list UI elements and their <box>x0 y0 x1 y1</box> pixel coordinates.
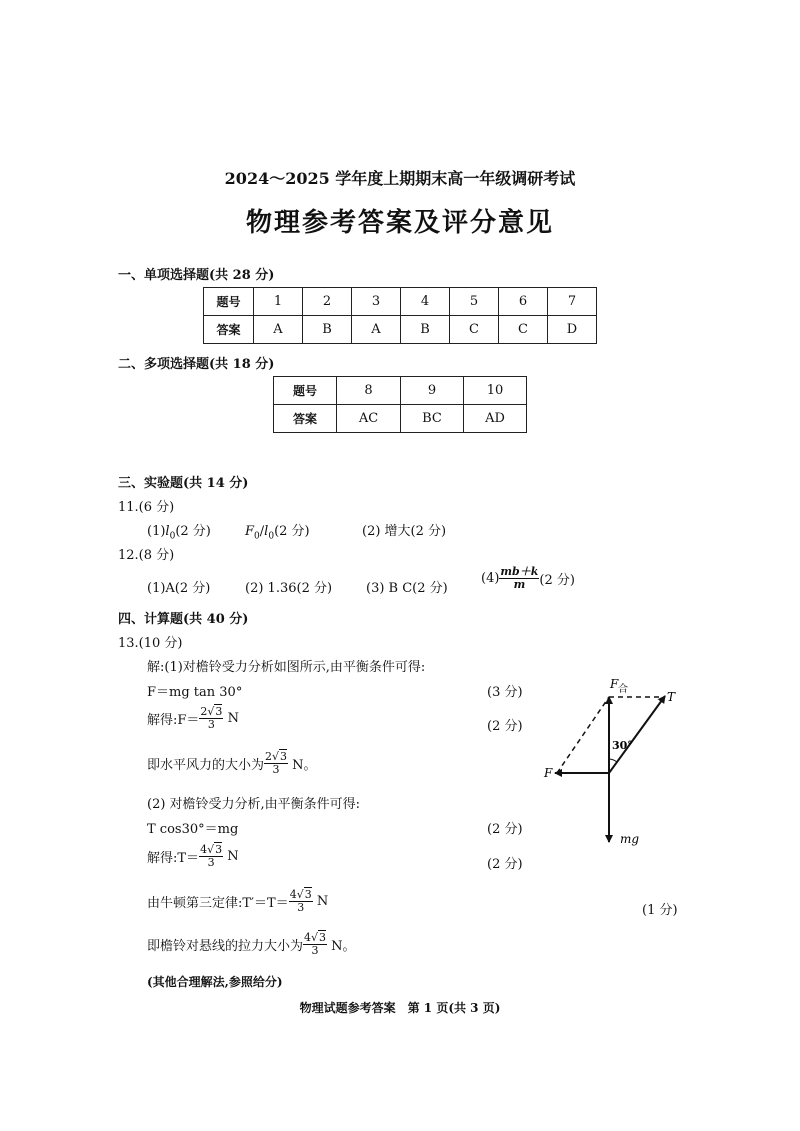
answer-cell: C <box>499 316 548 344</box>
section2-answer-table <box>273 376 527 433</box>
fraction-coefficient: 4 <box>289 888 297 901</box>
fraction-numerator: mb＋k <box>500 565 539 578</box>
q13-eq1: F＝mg tan 30° <box>147 685 243 700</box>
q13-eq4 <box>147 844 239 869</box>
row-label-answer: 答案 <box>274 405 337 433</box>
q11-answer-1b <box>245 520 310 542</box>
q13-eq2 <box>147 706 239 731</box>
q13-intro: 解:(1)对檐铃受力分析如图所示,由平衡条件可得: <box>147 660 426 675</box>
q11-answer-2: (2) 增大(2 分) <box>362 524 447 539</box>
question-number: 4 <box>401 288 450 316</box>
fraction-denominator: 3 <box>207 856 215 869</box>
document-title: 物理参考答案及评分意见 <box>245 208 554 238</box>
q13-eq4-prefix: 解得:T＝ <box>147 851 200 866</box>
q13-note: (其他合理解法,参照给分) <box>147 975 283 989</box>
fraction-coefficient: 2 <box>265 750 273 763</box>
answer-cell: A <box>352 316 401 344</box>
section4-title: 四、计算题(共 40 分) <box>118 612 249 627</box>
q13-eq5 <box>147 889 328 914</box>
fraction-denominator: 3 <box>311 944 319 957</box>
q11-part1-score: (2 分) <box>175 524 211 539</box>
q13-concl2-fraction: $\frac{4√3}{3}$ <box>304 931 327 957</box>
q13-concl2-suffix: N。 <box>331 939 356 954</box>
answer-cell: D <box>548 316 597 344</box>
q13-concl1-suffix: N。 <box>292 758 317 773</box>
q13-eq5-unit: N <box>316 894 329 909</box>
section2-title: 二、多项选择题(共 18 分) <box>118 357 275 372</box>
q12-part4-fraction <box>499 566 539 591</box>
row-label-number: 题号 <box>204 288 254 316</box>
q13-label: 13.(10 分) <box>118 636 183 651</box>
q11-part1-sub: 0 <box>169 531 176 542</box>
fraction-radicand: 3 <box>280 750 288 763</box>
q13-part2-intro: (2) 对檐铃受力分析,由平衡条件可得: <box>147 797 361 812</box>
q13-eq3: T cos30°＝mg <box>147 822 239 837</box>
q11-answer-1 <box>147 520 211 542</box>
answer-cell: BC <box>401 405 464 433</box>
row-label-answer: 答案 <box>204 316 254 344</box>
section1-answer-table <box>203 287 597 344</box>
force-vector-tension <box>609 696 665 773</box>
question-number: 2 <box>303 288 352 316</box>
q12-answer-3: (3) B C(2 分) <box>366 581 448 596</box>
q13-eq3-score: (2 分) <box>487 822 523 837</box>
q11-part1b-var1: F <box>245 524 255 539</box>
label-gravity: mg <box>620 832 640 846</box>
q13-conclusion-2 <box>147 932 356 957</box>
q12-part4-prefix: (4) <box>481 571 500 586</box>
question-number: 9 <box>401 377 464 405</box>
answer-cell: B <box>401 316 450 344</box>
q11-part1b-var2: l <box>264 524 269 539</box>
q13-eq2-score: (2 分) <box>487 719 523 734</box>
fraction-radicand: 3 <box>319 931 327 944</box>
fraction-denominator: 3 <box>207 718 215 731</box>
q13-eq4-unit: N <box>227 849 239 864</box>
question-number: 6 <box>499 288 548 316</box>
question-number: 3 <box>352 288 401 316</box>
section1-title: 一、单项选择题(共 28 分) <box>118 268 275 283</box>
q13-eq1-score: (3 分) <box>487 685 523 700</box>
exam-title: 2024～2025 学年度上期期末高一年级调研考试 <box>224 169 576 188</box>
question-number: 10 <box>464 377 527 405</box>
question-number: 7 <box>548 288 597 316</box>
q11-part1b-slash: / <box>259 524 265 539</box>
answer-cell: C <box>450 316 499 344</box>
fraction-denominator: 3 <box>272 763 280 776</box>
q11-part1-prefix: (1) <box>147 524 166 539</box>
q13-eq5-score: (1 分) <box>642 903 678 918</box>
fraction-coefficient: 4 <box>304 931 312 944</box>
label-resultant-force: F <box>610 677 619 691</box>
answer-cell: B <box>303 316 352 344</box>
q11-part1b-sub1: 0 <box>254 531 260 542</box>
force-diagram <box>535 670 685 850</box>
answer-cell: AC <box>337 405 401 433</box>
q11-label: 11.(6 分) <box>118 500 175 515</box>
row-label-number: 题号 <box>274 377 337 405</box>
fraction-radicand: 3 <box>215 705 223 718</box>
answer-cell: A <box>254 316 303 344</box>
question-number: 8 <box>337 377 401 405</box>
label-angle: 30° <box>612 739 633 752</box>
q13-eq4-score: (2 分) <box>487 857 523 872</box>
q12-answer-2: (2) 1.36(2 分) <box>245 581 333 596</box>
q11-part1-var: l <box>165 524 170 539</box>
q11-part1b-sub2: 0 <box>268 531 275 542</box>
q13-eq2-prefix: 解得:F＝ <box>147 713 200 728</box>
fraction-radicand: 3 <box>304 888 312 901</box>
q13-concl1-fraction: $\frac{2√3}{3}$ <box>265 750 288 776</box>
label-tension: T <box>667 690 676 704</box>
q13-eq2-fraction: $\frac{2√3}{3}$ <box>200 705 223 731</box>
section3-title: 三、实验题(共 14 分) <box>118 476 249 491</box>
q12-answer-1: (1)A(2 分) <box>147 581 211 596</box>
fraction-coefficient: 2 <box>200 705 208 718</box>
q13-conclusion-1 <box>147 751 317 776</box>
q12-part4-score: (2 分) <box>539 573 575 588</box>
q13-concl2-prefix: 即檐铃对悬线的拉力大小为 <box>147 939 304 954</box>
q11-part1b-score: (2 分) <box>274 524 310 539</box>
fraction-denominator: m <box>513 578 526 591</box>
fraction-coefficient: 4 <box>200 843 208 856</box>
q12-label: 12.(8 分) <box>118 548 175 563</box>
q13-eq4-fraction: $\frac{4√3}{3}$ <box>200 843 223 869</box>
dashed-line-left <box>557 697 609 773</box>
q13-eq5-fraction: $\frac{4√3}{3}$ <box>289 888 312 914</box>
page-footer: 物理试题参考答案 第 1 页(共 3 页) <box>299 1001 501 1015</box>
q13-eq2-unit: N <box>227 711 239 726</box>
label-resultant-sub: 合 <box>618 684 628 695</box>
question-number: 5 <box>450 288 499 316</box>
label-wind-force: F <box>544 766 553 780</box>
q12-answer-4 <box>481 566 575 591</box>
q13-eq5-prefix: 由牛顿第三定律:T′＝T＝ <box>147 896 289 911</box>
fraction-denominator: 3 <box>297 901 305 914</box>
question-number: 1 <box>254 288 303 316</box>
q13-concl1-prefix: 即水平风力的大小为 <box>147 758 265 773</box>
answer-cell: AD <box>464 405 527 433</box>
fraction-radicand: 3 <box>215 843 223 856</box>
angle-arc <box>609 759 617 762</box>
